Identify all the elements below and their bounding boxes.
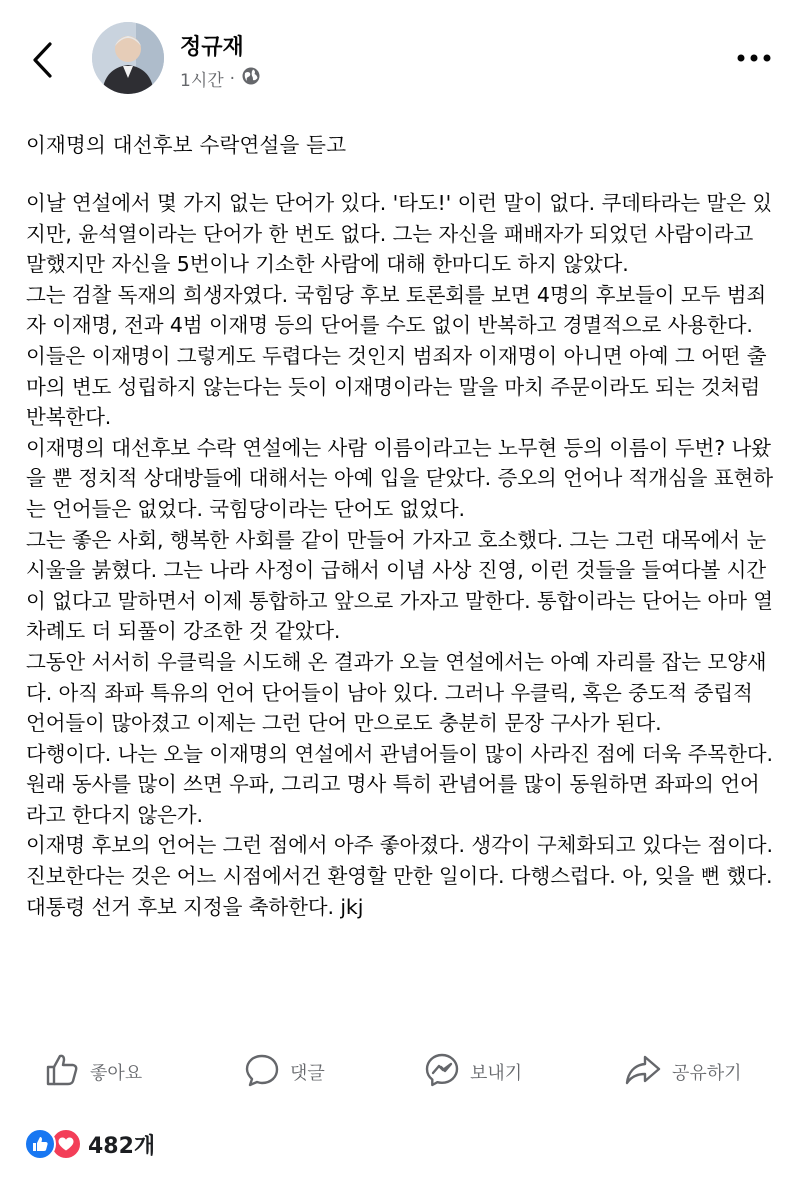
like-label: 좋아요 — [90, 1063, 143, 1084]
send-label: 보내기 — [470, 1063, 523, 1084]
action-bar — [0, 1040, 800, 1106]
share-button[interactable] — [624, 1052, 742, 1092]
author-name[interactable]: 정규재 — [180, 35, 244, 60]
comment-label: 댓글 — [290, 1063, 325, 1084]
post-paragraph: 다행이다. 나는 오늘 이재명의 연설에서 관념어들이 많이 사라진 점에 더욱 주목한다. 원래 동사를 많이 쓰면 우파, 그리고 명사 특히 관념어를 많이 동원하면 좌파의 언어라고 한다지 않은가. — [26, 741, 773, 827]
post-time[interactable]: 1시간 — [180, 71, 224, 91]
comment-button[interactable] — [244, 1052, 325, 1092]
reaction-summary[interactable] — [24, 1128, 155, 1160]
post-header — [0, 0, 800, 120]
comment-bubble-icon — [244, 1052, 280, 1093]
post-paragraph: 이재명 후보의 언어는 그런 점에서 아주 좋아졌다. 생각이 구체화되고 있다는 점이다. 진보한다는 것은 어느 시점에서건 환영할 만한 일이다. 다행스럽다. 아, 잊을 뻔 했다. 대통령 선거 후보 지정을 축하한다. jkj — [26, 833, 773, 919]
like-reaction-icon — [24, 1128, 56, 1160]
send-button[interactable] — [424, 1052, 522, 1092]
share-label: 공유하기 — [672, 1063, 742, 1084]
post-paragraph: 이날 연설에서 몇 가지 없는 단어가 있다. '타도!' 이런 말이 없다. 쿠데타라는 말은 있지만, 윤석열이라는 단어가 한 번도 없다. 그는 자신을 패배자가 되었던 사람이라고 말했지만 자신을 5번이나 기소한 사람에 대해 한마디도 하지 않았다. — [26, 191, 772, 277]
thumbs-up-icon — [44, 1052, 80, 1093]
more-icon[interactable] — [732, 44, 776, 72]
meta-separator: · — [229, 68, 236, 89]
post-meta — [180, 66, 261, 91]
messenger-icon — [424, 1052, 460, 1093]
post-paragraph: 그는 좋은 사회, 행복한 사회를 같이 만들어 가자고 호소했다. 그는 그런 대목에서 눈시울을 붉혔다. 그는 나라 사정이 급해서 이념 사상 진영, 이런 것들을 들여다볼 시간이 없다고 말하면서 이제 통합하고 앞으로 가자고 말한다. 통합이라는 단어는 아마 열 차례도 더 되풀이 강조한 것 같았다. — [26, 527, 773, 644]
post-paragraph: 그는 검찰 독재의 희생자였다. 국힘당 후보 토론회를 보면 4명의 후보들이 모두 범죄자 이재명, 전과 4범 이재명 등의 단어를 수도 없이 반복하고 경멸적으로 사용한다. 이들은 이재명이 그렇게도 두렵다는 것인지 범죄자 이재명이 아니면 아예 그 어떤 출마의 변도 성립하지 않는다는 듯이 이재명이라는 말을 마치 주문이라도 되는 것처럼 반복한다. — [26, 282, 767, 430]
reaction-count[interactable]: 482개 — [88, 1133, 156, 1159]
globe-icon — [241, 66, 261, 91]
post-title: 이재명의 대선후보 수락연설을 듣고 — [26, 133, 347, 157]
post-paragraph: 그동안 서서히 우클릭을 시도해 온 결과가 오늘 연설에서는 아예 자리를 잡는 모양새다. 아직 좌파 특유의 언어 단어들이 남아 있다. 그러나 우클릭, 혹은 중도적 중립적 언어들이 많아졌고 이제는 그런 단어 만으로도 충분히 문장 구사가 된다. — [26, 649, 767, 736]
back-arrow-icon[interactable] — [22, 38, 66, 82]
share-arrow-icon — [624, 1052, 662, 1093]
post-body — [26, 188, 778, 922]
avatar[interactable] — [92, 22, 164, 94]
post-paragraph: 이재명의 대선후보 수락 연설에는 사람 이름이라고는 노무현 등의 이름이 두번? 나왔을 뿐 정치적 상대방들에 대해서는 아예 입을 닫았다. 증오의 언어나 적개심을 표현하는 언어들은 없었다. 국힘당이라는 단어도 없었다. — [26, 435, 773, 521]
like-button[interactable] — [44, 1052, 142, 1092]
